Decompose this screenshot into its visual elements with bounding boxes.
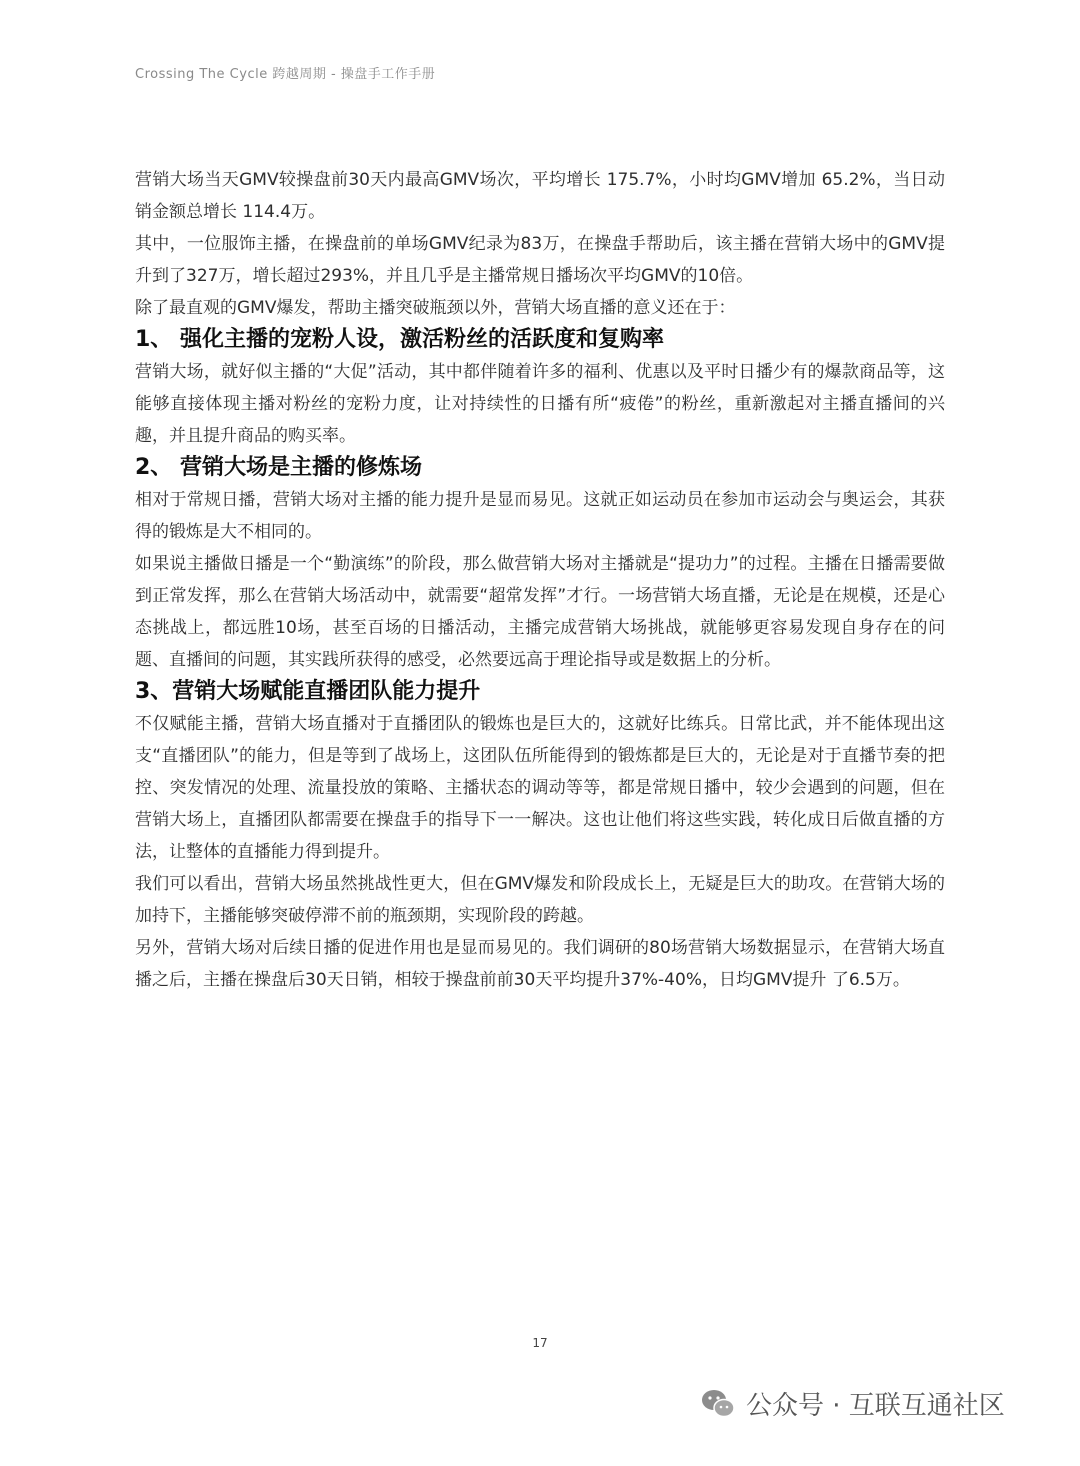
paragraph-section-2a: 相对于常规日播，营销大场对主播的能力提升是显而易见。这就正如运动员在参加市运动会与奥运会，其获得的锻炼是大不相同的。 [135,490,945,542]
watermark-text: 公众号 · 互联互通社区 [746,1391,1005,1421]
paragraph-gmv-growth: 营销大场当天GMV较操盘前30天内最高GMV场次，平均增长 175.7%，小时均GMV增加 65.2%，当日动销金额总增长 114.4万。 [135,170,945,222]
paragraph-section-1: 营销大场，就好似主播的“大促”活动，其中都伴随着许多的福利、优惠以及平时日播少有的爆款商品等，这能够直接体现主播对粉丝的宠粉力度，让对持续性的日播有所“疲倦”的粉丝，重新激起对主播直播间的兴趣，并且提升商品的购买率。 [135,362,945,446]
paragraph-apparel-anchor: 其中，一位服饰主播，在操盘前的单场GMV纪录为83万，在操盘手帮助后，该主播在营销大场中的GMV提升到了327万，增长超过293%，并且几乎是主播常规日播场次平均GMV的10倍。 [135,234,945,286]
page-body [135,164,945,996]
watermark [700,1385,1005,1422]
running-header: Crossing The Cycle 跨越周期 - 操盘手工作手册 [135,67,436,82]
paragraph-section-3c: 另外，营销大场对后续日播的促进作用也是显而易见的。我们调研的80场营销大场数据显示，在营销大场直播之后，主播在操盘后30天日销，相较于操盘前前30天平均提升37%-40%，日均GMV提升 了6.5万。 [135,938,945,990]
section-heading-2: 2、 营销大场是主播的修炼场 [135,455,422,480]
wechat-icon [700,1388,736,1420]
paragraph-section-3b: 我们可以看出，营销大场虽然挑战性更大，但在GMV爆发和阶段成长上，无疑是巨大的助攻。在营销大场的加持下，主播能够突破停滞不前的瓶颈期，实现阶段的跨越。 [135,874,945,926]
paragraph-significance-intro: 除了最直观的GMV爆发，帮助主播突破瓶颈以外，营销大场直播的意义还在于： [135,298,736,318]
paragraph-section-3a: 不仅赋能主播，营销大场直播对于直播团队的锻炼也是巨大的，这就好比练兵。日常比武，并不能体现出这支“直播团队”的能力，但是等到了战场上，这团队伍所能得到的锻炼都是巨大的，无论是对于直播节奏的把控、突发情况的处理、流量投放的策略、主播状态的调动等等，都是常规日播中，较少会遇到的问题，但在营销大场上，直播团队都需要在操盘手的指导下一一解决。这也让他们将这些实践，转化成日后做直播的方法，让整体的直播能力得到提升。 [135,714,945,862]
page-number: 17 [532,1336,548,1350]
section-heading-3: 3、营销大场赋能直播团队能力提升 [135,679,481,704]
paragraph-section-2b: 如果说主播做日播是一个“勤演练”的阶段，那么做营销大场对主播就是“提功力”的过程。主播在日播需要做到正常发挥，那么在营销大场活动中，就需要“超常发挥”才行。一场营销大场直播，无论是在规模，还是心态挑战上，都远胜10场，甚至百场的日播活动，主播完成营销大场挑战，就能够更容易发现自身存在的问题、直播间的问题，其实践所获得的感受，必然要远高于理论指导或是数据上的分析。 [135,554,945,670]
section-heading-1: 1、 强化主播的宠粉人设，激活粉丝的活跃度和复购率 [135,327,664,352]
